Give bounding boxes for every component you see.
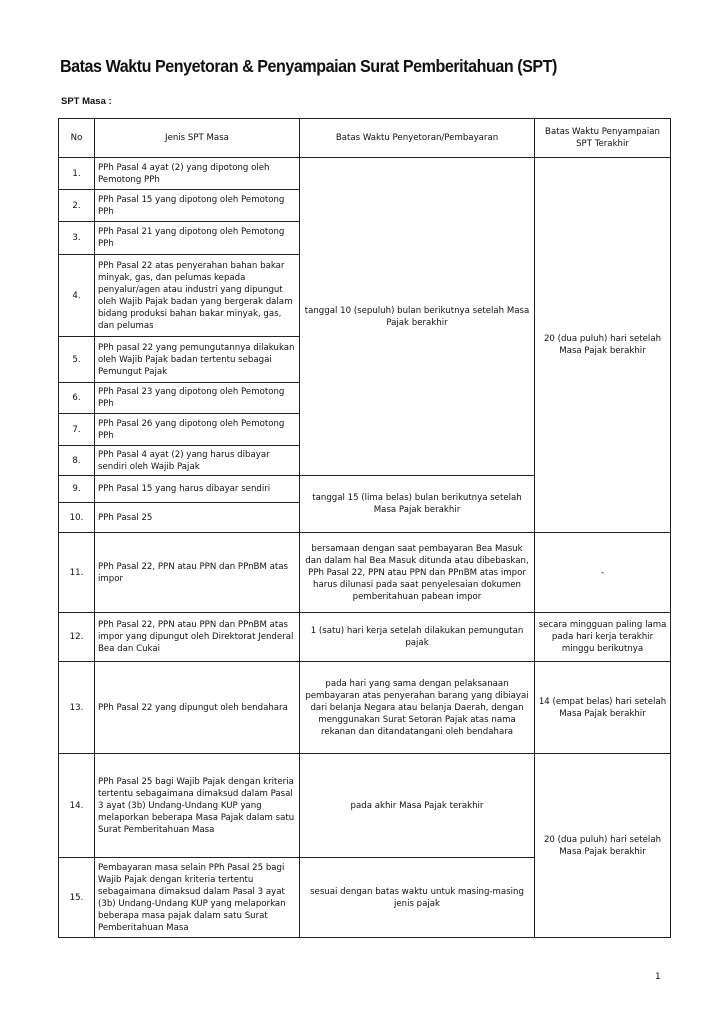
row-jenis: PPh Pasal 4 ayat (2) yang harus dibayar sendiri oleh Wajib Pajak [95, 446, 300, 476]
row-number: 13. [59, 662, 95, 754]
row-number: 12. [59, 613, 95, 662]
row-number: 14. [59, 754, 95, 858]
row-jenis: PPh Pasal 15 yang harus dibayar sendiri [95, 476, 300, 503]
row-number: 2. [59, 190, 95, 222]
row-number: 10. [59, 503, 95, 533]
row-number: 8. [59, 446, 95, 476]
table-row [59, 754, 671, 858]
table-row [59, 533, 671, 613]
page-number: 1 [655, 972, 661, 982]
batas-penyetoran-row-12: 1 (satu) hari kerja setelah dilakukan pemungutan pajak [300, 613, 535, 662]
header-batas-penyampaian: Batas Waktu Penyampaian SPT Terakhir [535, 119, 671, 158]
page-title: Batas Waktu Penyetoran & Penyampaian Surat Pemberitahuan (SPT) [60, 56, 557, 76]
row-number: 4. [59, 255, 95, 337]
row-jenis: PPh Pasal 15 yang dipotong oleh Pemotong PPh [95, 190, 300, 222]
row-jenis: PPh Pasal 23 yang dipotong oleh Pemotong PPh [95, 383, 300, 414]
batas-penyetoran-row-13: pada hari yang sama dengan pelaksanaan pembayaran atas penyerahan barang yang dibiayai dari belanja Negara atau belanja Daerah, dengan menggunakan Surat Setoran Pajak atas nama rekanan dan ditandatangani oleh bendahara [300, 662, 535, 754]
batas-penyetoran-rows-1-8: tanggal 10 (sepuluh) bulan berikutnya setelah Masa Pajak berakhir [300, 158, 535, 476]
header-batas-penyetoran: Batas Waktu Penyetoran/Pembayaran [300, 119, 535, 158]
row-jenis: PPh Pasal 25 [95, 503, 300, 533]
row-jenis: PPh Pasal 4 ayat (2) yang dipotong oleh Pemotong PPh [95, 158, 300, 190]
row-number: 1. [59, 158, 95, 190]
batas-penyampaian-row-12: secara mingguan paling lama pada hari kerja terakhir minggu berikutnya [535, 613, 671, 662]
table-row [59, 613, 671, 662]
row-jenis: PPh Pasal 21 yang dipotong oleh Pemotong PPh [95, 222, 300, 255]
table-header-row [59, 119, 671, 158]
header-no: No [59, 119, 95, 158]
row-jenis: PPh Pasal 22, PPN atau PPN dan PPnBM atas impor yang dipungut oleh Direktorat Jenderal Bea dan Cukai [95, 613, 300, 662]
row-number: 7. [59, 414, 95, 446]
spt-masa-table [58, 118, 671, 938]
table-row [59, 662, 671, 754]
row-jenis: PPh Pasal 25 bagi Wajib Pajak dengan kriteria tertentu sebagaimana dimaksud dalam Pasal 3 ayat (3b) Undang-Undang KUP yang melaporkan beberapa Masa Pajak dalam satu Surat Pemberitahuan Masa [95, 754, 300, 858]
row-number: 9. [59, 476, 95, 503]
row-jenis: Pembayaran masa selain PPh Pasal 25 bagi Wajib Pajak dengan kriteria tertentu sebagaimana dimaksud dalam Pasal 3 ayat (3b) Undang-Undang KUP yang melaporkan beberapa masa pajak dalam satu Surat Pemberitahuan Masa [95, 858, 300, 938]
batas-penyetoran-row-11: bersamaan dengan saat pembayaran Bea Masuk dan dalam hal Bea Masuk ditunda atau dibebaskan, PPh Pasal 22, PPN atau PPN dan PPnBM atas impor harus dilunasi pada saat penyelesaian dokumen pemberitahuan pabean impor [300, 533, 535, 613]
batas-penyetoran-row-15: sesuai dengan batas waktu untuk masing-masing jenis pajak [300, 858, 535, 938]
batas-penyetoran-row-14: pada akhir Masa Pajak terakhir [300, 754, 535, 858]
row-jenis: PPh Pasal 22, PPN atau PPN dan PPnBM atas impor [95, 533, 300, 613]
batas-penyampaian-rows-1-10: 20 (dua puluh) hari setelah Masa Pajak berakhir [535, 158, 671, 533]
row-jenis: PPh Pasal 26 yang dipotong oleh Pemotong PPh [95, 414, 300, 446]
batas-penyetoran-rows-9-10: tanggal 15 (lima belas) bulan berikutnya setelah Masa Pajak berakhir [300, 476, 535, 533]
row-number: 3. [59, 222, 95, 255]
batas-penyampaian-rows-14-15: 20 (dua puluh) hari setelah Masa Pajak berakhir [535, 754, 671, 938]
row-number: 5. [59, 337, 95, 383]
section-subtitle: SPT Masa : [61, 96, 112, 107]
row-number: 6. [59, 383, 95, 414]
header-jenis: Jenis SPT Masa [95, 119, 300, 158]
row-jenis: PPh Pasal 22 yang dipungut oleh bendahara [95, 662, 300, 754]
row-number: 11. [59, 533, 95, 613]
batas-penyampaian-row-13: 14 (empat belas) hari setelah Masa Pajak berakhir [535, 662, 671, 754]
row-jenis: PPh pasal 22 yang pemungutannya dilakukan oleh Wajib Pajak badan tertentu sebagai Pemungut Pajak [95, 337, 300, 383]
table-row [59, 158, 671, 190]
batas-penyampaian-row-11: - [535, 533, 671, 613]
row-jenis: PPh Pasal 22 atas penyerahan bahan bakar minyak, gas, dan pelumas kepada penyalur/agen atau industri yang dipungut oleh Wajib Pajak badan yang bergerak dalam bidang produksi bahan bakar minyak, gas, dan pelumas [95, 255, 300, 337]
row-number: 15. [59, 858, 95, 938]
